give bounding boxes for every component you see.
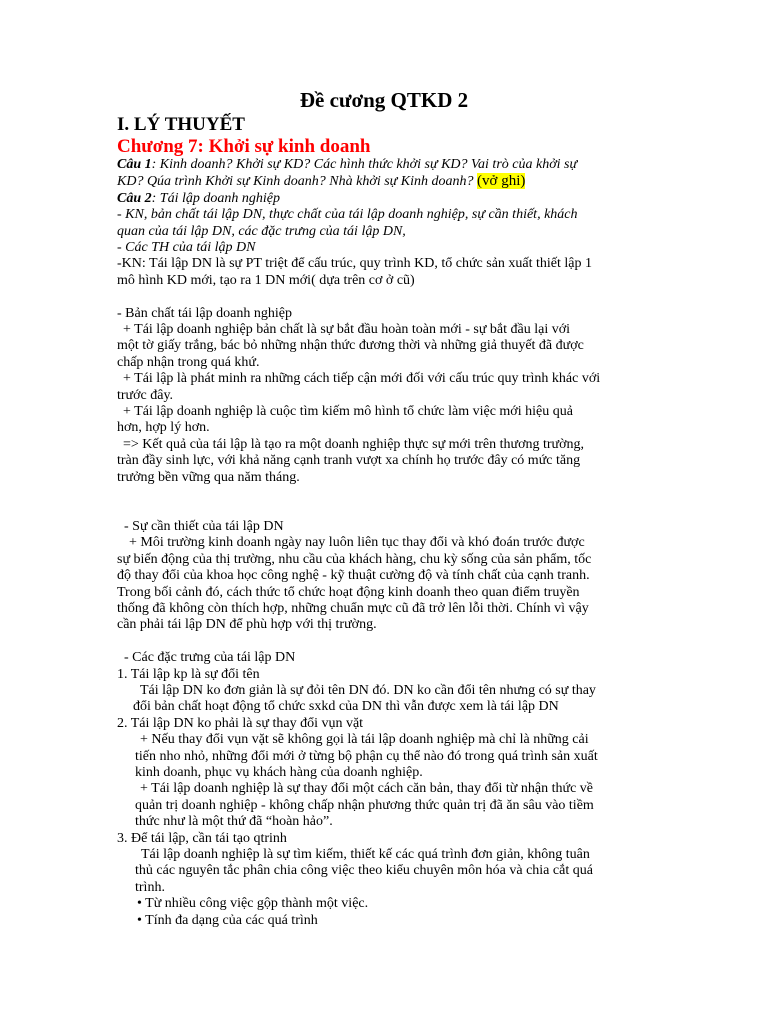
concept-line: -KN: Tái lập DN là sự PT triệt để cấu trúc, quy trình KD, tổ chức sản xuất thiết lập 1 bbox=[117, 256, 592, 272]
feature-1-title: 1. Tái lập kp là sự đổi tên bbox=[117, 666, 260, 682]
concept-line: mô hình KD mới, tạo ra 1 DN mới( dựa trên cơ ở cũ) bbox=[117, 272, 415, 288]
feature-2-line: kinh doanh, phục vụ khách hàng của doanh nghiệp. bbox=[135, 764, 423, 780]
bullet-item: • Từ nhiều công việc gộp thành một việc. bbox=[137, 896, 369, 912]
feature-2-title: 2. Tái lập DN ko phải là sự thay đổi vụn vặt bbox=[117, 715, 364, 731]
necessity-line: Trong bối cảnh đó, cách thức tổ chức hoạt động kinh doanh theo quan điểm truyền bbox=[117, 584, 580, 600]
essence-line: + Tái lập doanh nghiệp là cuộc tìm kiếm mô hình tổ chức làm việc mới hiệu quả bbox=[123, 404, 573, 420]
essence-line: + Tái lập doanh nghiệp bản chất là sự bắt đầu hoàn toàn mới - sự bắt đầu lại với bbox=[123, 322, 571, 338]
essence-line: trưởng bền vững qua năm tháng. bbox=[117, 469, 300, 485]
question-2-sub-line: - Các TH của tái lập DN bbox=[117, 240, 256, 256]
document-title: Đề cương QTKD 2 bbox=[299, 88, 469, 112]
feature-1-line: Tái lập DN ko đơn giản là sự đỏi tên DN đó. DN ko cần đổi tên nhưng có sự thay bbox=[140, 682, 596, 698]
necessity-line: độ thay đổi của khoa học công nghệ - kỹ thuật cường độ và tính chất của cạnh tranh. bbox=[117, 568, 590, 584]
features-heading: - Các đặc trưng của tái lập DN bbox=[124, 650, 296, 666]
essence-line: hơn, hợp lý hơn. bbox=[117, 420, 210, 436]
question-2-label: Câu 2 bbox=[117, 190, 152, 206]
necessity-line: thống đã không còn thích hợp, những chuẩn mực cũ đã trở lên lỗi thời. Chính vì vậy bbox=[117, 600, 589, 616]
essence-line: chấp nhận trong quá khứ. bbox=[117, 354, 260, 370]
question-2-title: Câu 2: Tái lập doanh nghiệp bbox=[117, 190, 280, 206]
blank-line bbox=[117, 486, 657, 502]
feature-3-line: thủ các nguyên tắc phân chia công việc theo kiểu chuyên môn hóa và chia cắt quá bbox=[135, 863, 593, 879]
essence-line: trước đây. bbox=[117, 387, 174, 403]
blank-line bbox=[117, 289, 657, 305]
essence-line: + Tái lập là phát minh ra những cách tiếp cận mới đối với cấu trúc quy trình khác với bbox=[123, 371, 601, 387]
document-body bbox=[117, 157, 657, 929]
necessity-line: cần phải tái lập DN để phù hợp với thị trường. bbox=[117, 617, 377, 633]
feature-3-title: 3. Để tái lập, cần tái tạo qtrinh bbox=[117, 830, 287, 846]
question-1-line-1: Câu 1: Kinh doanh? Khởi sự KD? Các hình thức khởi sự KD? Vai trò của khởi sự bbox=[117, 157, 578, 172]
feature-1-line: đổi bản chất hoạt động tổ chức sxkd của DN thì vẫn được xem là tái lập DN bbox=[133, 699, 559, 715]
blank-line bbox=[117, 634, 657, 650]
question-2-sub-line: - KN, bản chất tái lập DN, thực chất của tái lập doanh nghiệp, sự cần thiết, khách bbox=[117, 207, 578, 223]
feature-2-line: + Tái lập doanh nghiệp là sự thay đổi một cách căn bản, thay đổi từ nhận thức về bbox=[140, 781, 594, 797]
question-2-sub-line: quan của tái lập DN, các đặc trưng của tái lập DN, bbox=[117, 223, 406, 239]
feature-3-line: trình. bbox=[135, 879, 165, 895]
feature-3-line: Tái lập doanh nghiệp là sự tìm kiếm, thiết kế các quá trình đơn giản, không tuân bbox=[141, 847, 590, 862]
blank-line bbox=[117, 503, 657, 519]
feature-2-line: tiến nho nhỏ, những đổi mới ở từng bộ phận cụ thể nào đó trong quá trình sản xuất bbox=[135, 748, 598, 764]
feature-2-line: quản trị doanh nghiệp - không chấp nhận phương thức quản trị đã ăn sâu vào tiềm bbox=[135, 797, 594, 813]
bullet-item: • Tính đa dạng của các quá trình bbox=[137, 912, 318, 928]
section-heading: I. LÝ THUYẾT bbox=[117, 114, 245, 135]
necessity-heading: - Sự cần thiết của tái lập DN bbox=[124, 518, 284, 534]
question-1-line-2: KD? Qúa trình Khởi sự Kinh doanh? Nhà khởi sự Kinh doanh? (vở ghi) bbox=[117, 173, 526, 190]
essence-line: => Kết quả của tái lập là tạo ra một doanh nghiệp thực sự mới trên thương trường, bbox=[123, 436, 585, 452]
feature-2-line: thức như là một thứ đã “hoàn hảo”. bbox=[135, 814, 333, 830]
feature-2-line: + Nếu thay đổi vụn vặt sẽ không gọi là tái lập doanh nghiệp mà chỉ là những cải bbox=[140, 732, 589, 748]
chapter-heading: Chương 7: Khởi sự kinh doanh bbox=[117, 136, 371, 157]
highlight-note: (vở ghi) bbox=[477, 173, 526, 190]
question-1-label: Câu 1 bbox=[117, 157, 152, 172]
necessity-line: + Môi trường kinh doanh ngày nay luôn liên tục thay đổi và khó đoán trước được bbox=[129, 535, 585, 551]
necessity-line: sự biến động của thị trường, nhu cầu của khách hàng, chu kỳ sống của sản phẩm, tốc bbox=[117, 551, 592, 567]
essence-line: một tờ giấy trắng, bác bỏ những nhận thức đương thời và những giả thuyết đã được bbox=[117, 338, 584, 354]
essence-line: tràn đầy sinh lực, với khả năng cạnh tranh vượt xa chính họ trước đây có mức tăng bbox=[117, 453, 581, 469]
essence-heading: - Bản chất tái lập doanh nghiệp bbox=[117, 305, 292, 321]
